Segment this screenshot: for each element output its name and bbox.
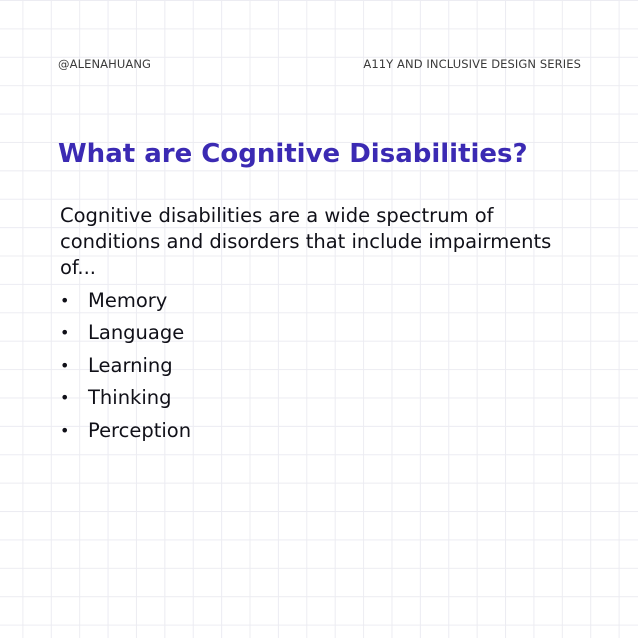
list-item-label: Perception: [88, 418, 192, 442]
header-handle: @ALENAHUANG: [58, 57, 152, 71]
page-title: What are Cognitive Disabilities?: [58, 139, 528, 169]
list-item-label: Learning: [88, 353, 173, 377]
impairment-list: [58, 284, 191, 447]
list-item: [58, 284, 191, 317]
bullet-icon: •: [60, 355, 70, 375]
bullet-icon: •: [60, 290, 70, 310]
list-item: [58, 349, 191, 382]
header-series-label: A11Y AND INCLUSIVE DESIGN SERIES: [363, 57, 581, 71]
list-item-label: Thinking: [88, 386, 172, 410]
bullet-icon: •: [60, 323, 70, 343]
list-item: [58, 414, 191, 447]
bullet-icon: •: [60, 420, 70, 440]
list-item: [58, 317, 191, 350]
intro-paragraph: Cognitive disabilities are a wide spectrum of conditions and disorders that include impairments of...: [60, 204, 552, 279]
bullet-icon: •: [60, 388, 70, 408]
list-item-label: Language: [88, 321, 185, 345]
list-item: [58, 382, 191, 415]
list-item-label: Memory: [88, 288, 168, 312]
